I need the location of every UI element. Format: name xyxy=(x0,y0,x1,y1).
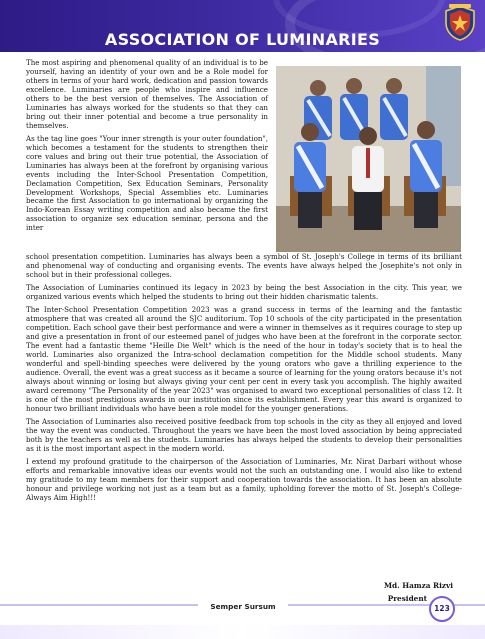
intro-column xyxy=(26,59,268,237)
paragraph-4: The Association of Luminaries also received positive feedback from top schools in the city as they all enjoyed and loved the way the event was conducted. Throughout the years we have been the most loved association by being appreciated both by the teachers as well as the students. Luminaries has always helped the students to develop their personalities as it is the most important aspect in the modern world. xyxy=(26,416,462,453)
footer-motto: Semper Sursum xyxy=(198,602,288,611)
page-number: 123 xyxy=(429,596,455,622)
intro-paragraph-1: The most aspiring and phenomenal quality of an individual is to be yourself, having an identity of your own and be a Role model for others in terms of your hard work, dedication and passion towards excellence. Luminaries are people who inspire and influence others to be the best version of themselves. The Association of Luminaries has always worked for the students so that they can bring out their inner potential and become a true personality in themselves. xyxy=(26,58,268,130)
paragraph-5: I extend my profound gratitude to the chairperson of the Association of Luminaries, Mr. Nirat Darbari without whose efforts and remarkable innovative ideas our events would not the such an outstanding one. I would also like to extend my gratitude to my team members for their support and cooperation towards the association. It has been an absolute honour and privilege working not just as a team but as a family, upholding forever the motto of St. Joseph's College-Always Aim High!!! xyxy=(26,456,462,502)
main-column xyxy=(26,253,462,507)
paragraph-2: The Association of Luminaries continued its legacy in 2023 by being the best Association in the city. This year, we organized various events which helped the students to bring out their hidden charismatic talents. xyxy=(26,283,462,301)
group-photo xyxy=(276,66,461,252)
bottom-decoration xyxy=(0,625,485,639)
signature-name: Md. Hamza Rizvi xyxy=(383,581,453,590)
school-crest-icon xyxy=(443,4,477,42)
intro-paragraph-2: As the tag line goes "Your inner strength is your outer foundation", which becomes a testament for the students to strengthen their core values and bring out their true potential, the Association of Luminaries has always been at the forefront by organising various events including the Inter-School Presentation Competition, Declamation Competition, Sex Education Seminars, Personality Development Workshops, Special Assemblies etc. Luminaries became the first Association to go international by organizing the Indo-Korean Essay writing competition and also became the first association to organize sex education seminar, persona and the inter xyxy=(26,133,268,233)
paragraph-1: school presentation competition. Luminaries has always been a symbol of St. Joseph's College in terms of its brilliant and phenomenal way of conducting and organising events. The events have always helped the Josephite's not only in school but in their professional colleges. xyxy=(26,252,462,279)
signature-role: President xyxy=(387,594,427,603)
page-title: ASSOCIATION OF LUMINARIES xyxy=(104,30,381,49)
paragraph-3: The Inter-School Presentation Competition 2023 was a grand success in terms of the learning and the fantastic atmosphere that was created all around the SJC auditorium. Top 10 schools of the city participated in the presentation competition. Each school gave their best performance and were a winner in themselves as it requires courage to step up and give a presentation in front of our esteemed panel of judges who have been at the forefront in the corporate sector. The event had a fantastic theme "Heille Die Welt" which is the need of the hour in today's society that is to heal the world. Luminaries also organized the Intra-school declamation competition for the Middle school students. Many wonderful and spell-binding speeches were delivered by the young orators who gave a thrilling experience to the audience. Overall, the event was a great success as it became a source of learning for the young orators because it's not always about winning or losing but always giving your cent per cent in every task you accomplish. The highly awaited award ceremony "The Personality of the year 2023" was organised to award two exceptional personalities of class 12. It is one of the most prestigious awards in our institution since its establishment. Every year this award is organized to honour two brilliant individuals who have been a role model for the younger generations. xyxy=(26,305,462,413)
